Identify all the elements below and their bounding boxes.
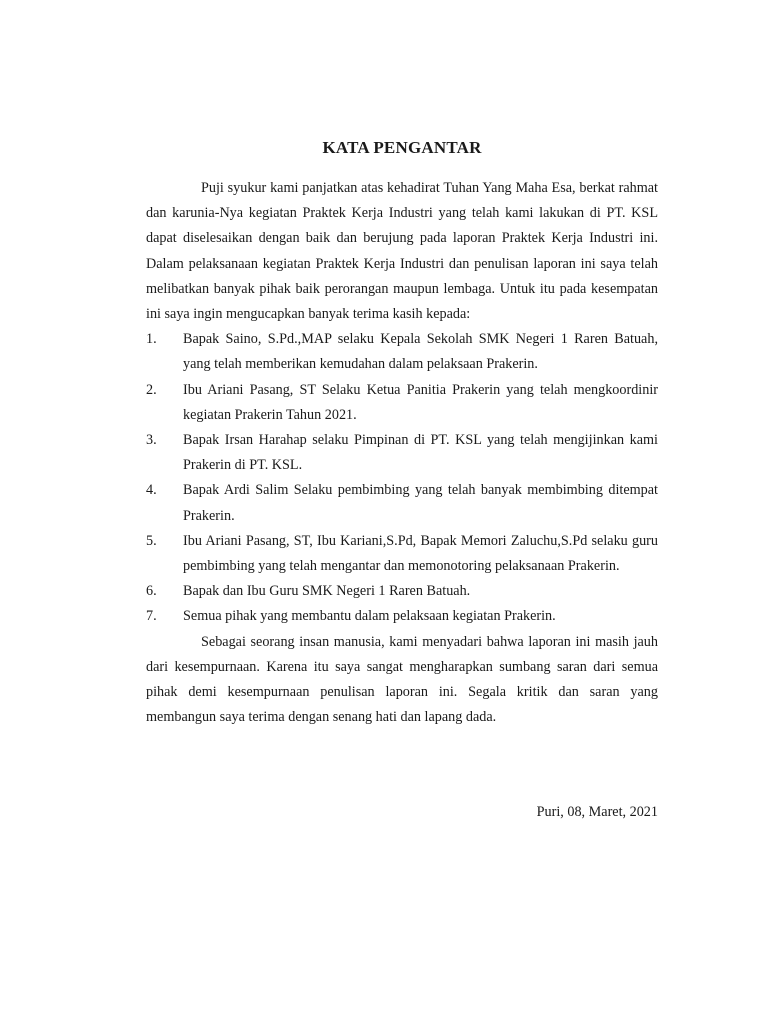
- list-item-text: Bapak Saino, S.Pd.,MAP selaku Kepala Sekolah SMK Negeri 1 Raren Batuah, yang telah memberikan kemudahan dalam pelaksaan Prakerin.: [183, 331, 658, 373]
- list-item: [146, 428, 658, 478]
- list-item-text: Bapak Irsan Harahap selaku Pimpinan di PT. KSL yang telah mengijinkan kami Prakerin di PT. KSL.: [183, 432, 658, 474]
- document-body: [146, 176, 658, 730]
- list-item-text: Bapak Ardi Salim Selaku pembimbing yang telah banyak membimbing ditempat Prakerin.: [183, 482, 658, 524]
- list-item-number: 7.: [146, 608, 157, 625]
- list-item: [146, 604, 658, 629]
- list-item-text: Ibu Ariani Pasang, ST Selaku Ketua Panitia Prakerin yang telah mengkoordinir kegiatan Prakerin Tahun 2021.: [183, 381, 658, 423]
- list-item: [146, 378, 658, 428]
- list-item-text: Semua pihak yang membantu dalam pelaksaan kegiatan Prakerin.: [183, 608, 556, 625]
- list-item: [146, 529, 658, 579]
- page-title: KATA PENGANTAR: [322, 138, 482, 157]
- intro-paragraph: Puji syukur kami panjatkan atas kehadirat Tuhan Yang Maha Esa, berkat rahmat dan karunia-Nya kegiatan Praktek Kerja Industri yang telah kami lakukan di PT. KSL dapat diselesaikan dengan baik dan berujung pada laporan Praktek Kerja Industri ini. Dalam pelaksanaan kegiatan Praktek Kerja Industri dan penulisan laporan ini saya telah melibatkan banyak pihak baik perorangan maupun lembaga. Untuk itu pada kesempatan ini saya ingin mengucapkan banyak terima kasih kepada:: [146, 180, 658, 323]
- list-item-number: 1.: [146, 331, 157, 348]
- list-item-number: 5.: [146, 532, 157, 549]
- list-item: [146, 327, 658, 377]
- list-item-number: 2.: [146, 381, 157, 398]
- list-item-number: 3.: [146, 432, 157, 449]
- closing-paragraph: Sebagai seorang insan manusia, kami menyadari bahwa laporan ini masih jauh dari kesempurnaan. Karena itu saya sangat mengharapkan sumbang saran dari semua pihak demi kesempurnaan penulisan laporan ini. Segala kritik dan saran yang membangun saya terima dengan senang hati dan lapang dada.: [146, 633, 658, 726]
- list-item-text: Bapak dan Ibu Guru SMK Negeri 1 Raren Batuah.: [183, 583, 471, 600]
- acknowledgement-list: [146, 327, 658, 629]
- list-item: [146, 478, 658, 528]
- place-date: Puri, 08, Maret, 2021: [536, 804, 658, 820]
- list-item-number: 4.: [146, 482, 157, 499]
- list-item-number: 6.: [146, 583, 157, 600]
- list-item: [146, 579, 658, 604]
- list-item-text: Ibu Ariani Pasang, ST, Ibu Kariani,S.Pd, Bapak Memori Zaluchu,S.Pd selaku guru pembimbing yang telah mengantar dan memonotoring pelaksanaan Prakerin.: [183, 532, 658, 575]
